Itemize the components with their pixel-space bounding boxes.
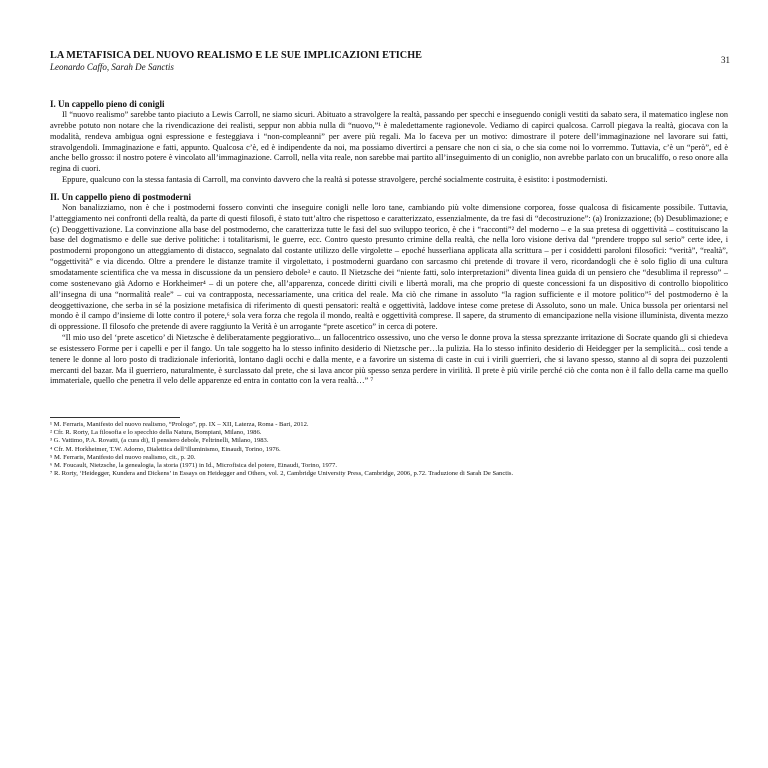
section-heading-1: I. Un cappello pieno di conigli [50, 99, 165, 109]
footnote: ² Cfr. R. Rorty, La filosofia e lo specchio della Natura, Bompiani, Milano, 1986. [50, 429, 262, 437]
article-title: LA METAFISICA DEL NUOVO REALISMO E LE SUE IMPLICAZIONI ETICHE [50, 50, 423, 61]
paragraph: Eppure, qualcuno con la stessa fantasia di Carroll, ma convinto davvero che la realtà si potesse stravolgere, perché socialmente costruita, è esistito: i postmodernisti. [62, 175, 608, 185]
footnote: ⁷ R. Rorty, ‘Heidegger, Kundera and Dickens’ in Essays on Heidegger and Others, vol. 2, Cambridge University Press, Cambridge, 2006, p.72. Traduzione di Sarah De Sanctis. [50, 469, 514, 477]
footnote: ¹ M. Ferraris, Manifesto del nuovo realismo, “Prologo”, pp. IX – XII, Laterza, Roma - Bari, 2012. [50, 421, 309, 429]
footnote: ⁶ M. Foucault, Nietzsche, la genealogia, la storia (1971) in Id., Microfisica del potere, Einaudi, Torino, 1977. [50, 461, 338, 469]
page-body [50, 50, 728, 478]
footnote-divider [50, 417, 180, 418]
footnote: ⁴ Cfr. M. Horkheimer, T.W. Adorno, Dialettica dell’illuminismo, Einaudi, Torino, 1976. [50, 445, 281, 453]
section-heading-2: II. Un cappello pieno di postmoderni [50, 191, 192, 202]
footnote: ³ G. Vattimo, P.A. Rovatti, (a cura di), Il pensiero debole, Feltrinelli, Milano, 1983. [50, 437, 269, 445]
paragraph: Non banalizziamo, non è che i postmoderni fossero convinti che inseguire conigli nelle loro tane, cambiando più volte dimensione corporea, fosse qualcosa di fisicamente possibile. Tuttavia, l’atteggiamento nei confronti della realtà, da parte di questi filosofi, è stato tutt’altro che rispettoso e caratterizzato, essenzialmente, da tre fasi di “decostruzione”: (a) Ironizzazione; (b) Desublimazione; e (c) Deoggettivazione. La convinzione alla base del postmoderno, che caratterizza tutte le fasi del suo sviluppo teorico, è che i “racconti”² del moderno – e la sua pretesa di oggettività – costituiscano la base del dogmatismo e delle sue derive politiche: i totalitarismi, le guerre, ecc. Contro questo presunto crimine della realtà, che nella loro visione deriva dal “prendere troppo sul serio” certe idee, i postmoderni propongono un atteggiamento di distacco, segnalato dal costante utilizzo delle virgolette – epoché husserliana applicata alla scrittura – per i cosiddetti paroloni filosofici: “verità”, “realtà”, “oggettività” e via dicendo. Oltre a prendere le distanze tramite il virgolettato, i postmoderni guardano con sarcasmo chi pretende di trovare il vero, ricordandogli che è solo figlio di una cultura smodatamente scientifica che va messa in discussione da un pensiero debole³ e cauto. Il Nietzsche dei “niente fatti, solo interpretazioni” diventa linea guida di un pensiero che “desublima il represso” – come sostenevano già Adorno e Horkheimer⁴ – di un potere che, all’apparenza, concede diritti civili e libertà morali, ma che proprio di queste concessioni fa un dispositivo di controllo biopolitico all’insegna di una “normalità reale” – cui va contrapposta, necessariamente, una critica del reale. Ma ciò che rimane in assoluto “la ragion sufficiente e il motore politico”⁵ del postmoderno è la deoggettivazione, che serba in sé la posizione metafisica di riferimento di questi pensatori: realtà e oggettività, laddove intese come pretese di Assoluto, sono un male. Unica bussola per orientarsi nel mondo è il campo d’insieme di lotte contro il potere,⁶ sola vera forza che regola il mondo, realtà e oggettività comprese. Il sapere, da strumento di emancipazione nella visione illuminista, diventa mezzo di oppressione. Il filosofo che pretende di avere raggiunto la Verità è un arrogante “prete ascetico” in cerca di potere. [50, 202, 728, 332]
footnote: ⁵ M. Ferraris, Manifesto del nuovo realismo, cit., p. 20. [50, 453, 196, 461]
page-number: 31 [721, 55, 730, 65]
paragraph: Il “nuovo realismo” sarebbe tanto piaciuto a Lewis Carroll, ne siamo sicuri. Abituato a stravolgere la realtà, passando per specchi e inseguendo conigli vestiti da sabato sera, il matematico inglese non avrebbe potuto non notare che la rivendicazione dei realisti, seppur non abbia nulla di “nuovo,”¹ è maledettamente ragionevole. Vediamo di capirci qualcosa. Carroll piegava la realtà, giocava con la modalità, rendeva ambigua ogni espressione e festeggiava i “non-compleanni” per avere più regali. Ma lo faceva per un motivo: dimostrare il potere dell’immaginazione nel lavorare sui fatti, stravolgendoli. Immaginazione e fatti, appunto. Qualcosa c’è, ed è indipendente da noi, ma possiamo divertirci a pensare che non ci sia, o che sia come noi lo vorremmo. Tuttavia, c’è un “però”, ed è anche bello grosso: il nostro potere è vincolato all’immaginazione. Carroll, nella vita reale, non sarebbe mai partito all’inseguimento di un coniglio, non avrebbe parlato con un brucaliffo, o reso onore alla regina di cuori. [50, 110, 728, 174]
article-authors: Leonardo Caffo, Sarah De Sanctis [50, 62, 174, 72]
quote-paragraph: “Il mio uso del ‘prete ascetico’ di Nietzsche è deliberatamente peggiorativo... un fallocentrico ossessivo, uno che verso le donne prova la stessa sprezzante irritazione di Socrate quando gli si chiedeva se esistessero Forme per i capelli e per il fango. Un tale soggetto ha lo stesso infinito desiderio di Nietzsche per…la pulizia. Ha lo stesso infinito desiderio di Heidegger per la semplicità... così tende a tenere le donne al loro posto di tradizionale inferiorità, lontano dagli occhi e dalla mente, e a favorire un sistema di caste in cui i virili guerrieri, che si lavano spesso, stanno al di sopra dei puzzolenti mercanti del bazar. Ma il guerriero, naturalmente, è surclassato dal prete, che si lava ancor più spesso senza perdere in virilità. Il prete è più virile perché ciò che conta non è il fallo della carne ma quello immateriale, quello che penetra il velo delle apparenze ed entra in contatto con la vera realtà…” ⁷ [50, 333, 728, 386]
